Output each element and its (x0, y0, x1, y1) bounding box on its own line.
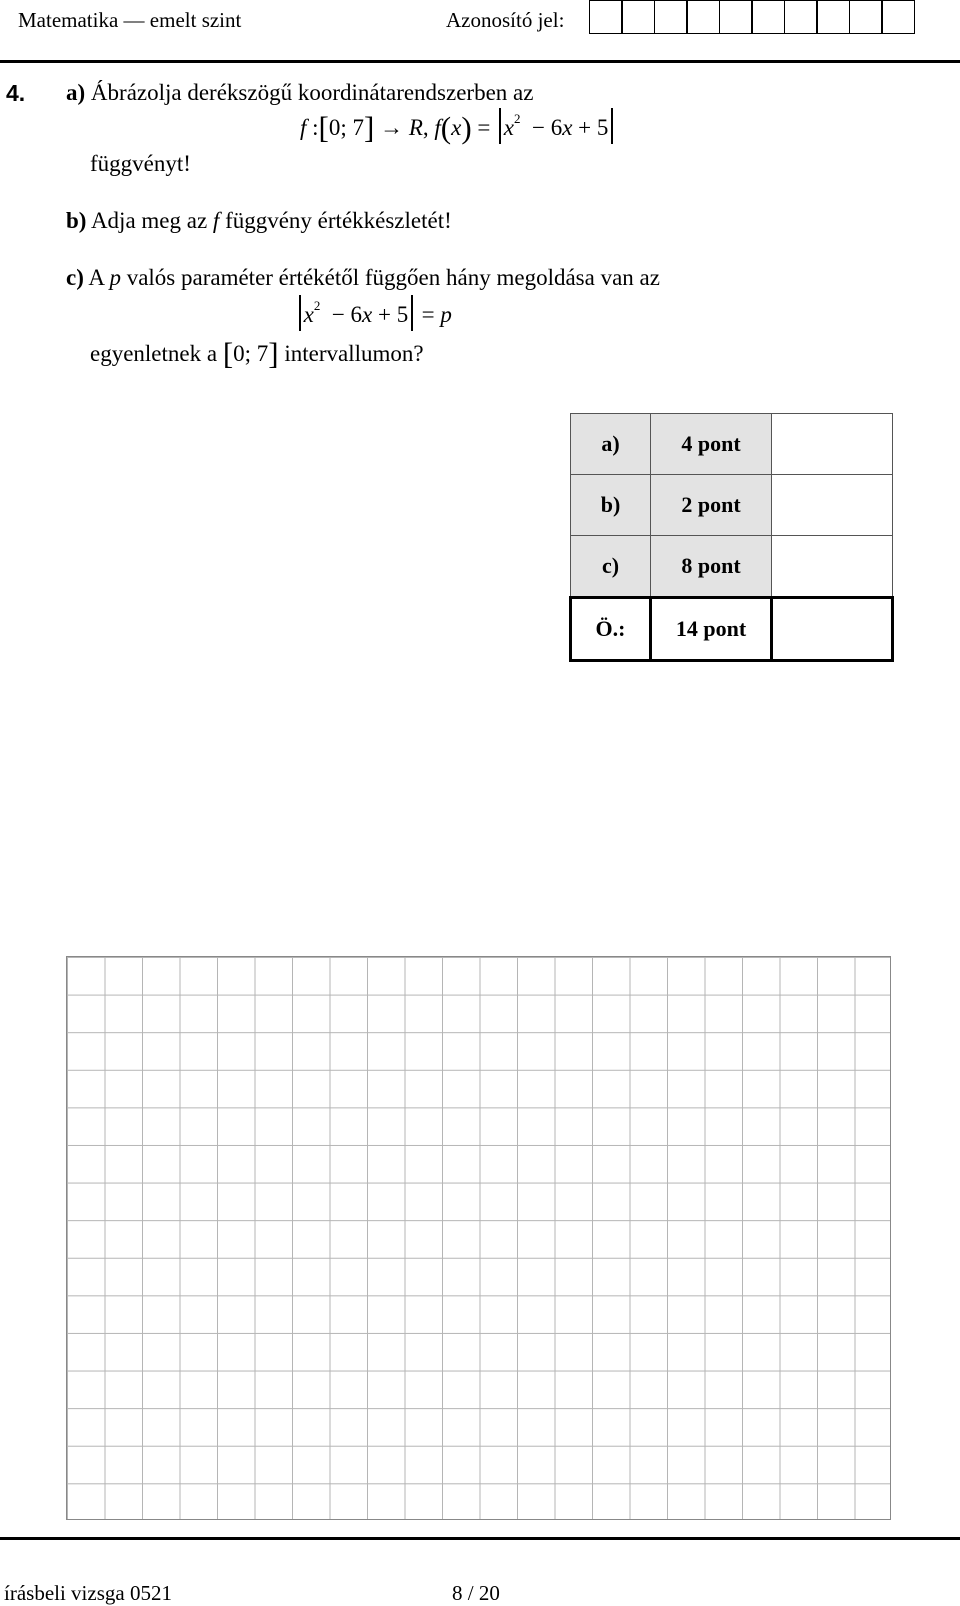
id-box[interactable] (849, 0, 883, 34)
part-c-label: c) (66, 265, 84, 290)
abs-bar-right (411, 295, 413, 331)
score-part: b) (571, 475, 651, 536)
id-boxes (590, 0, 915, 34)
id-box[interactable] (881, 0, 915, 34)
score-total-points: 14 pont (651, 598, 772, 661)
score-table (569, 413, 894, 662)
score-row (571, 414, 893, 475)
part-a-label: a) (66, 80, 86, 105)
score-blank (772, 414, 893, 475)
score-part: a) (571, 414, 651, 475)
score-points: 4 pont (651, 414, 772, 475)
score-total-label: Ö.: (571, 598, 651, 661)
header-id-label: Azonosító jel: (446, 8, 565, 32)
part-b: b) Adja meg az f függvény értékkészletét! (66, 208, 452, 233)
part-c-intro: c) A p valós paraméter értékétől függően hány megoldása van az (66, 265, 660, 290)
score-part: c) (571, 536, 651, 598)
id-box[interactable] (751, 0, 785, 34)
id-box[interactable] (654, 0, 688, 34)
score-points: 8 pont (651, 536, 772, 598)
id-box[interactable] (686, 0, 720, 34)
part-a-formula: f :[0; 7] → R, $f(x) = x^2 - 6x + 5$ (300, 108, 616, 144)
id-box[interactable] (719, 0, 753, 34)
footer-divider (0, 1537, 960, 1540)
part-c-formula: $x^2 - 6x + 5 = p$ (296, 295, 452, 331)
score-total-blank (772, 598, 893, 661)
header-subject: Matematika — emelt szint (18, 8, 242, 32)
id-box[interactable] (784, 0, 818, 34)
score-total-row (571, 598, 893, 661)
header-divider (0, 60, 960, 63)
score-row (571, 536, 893, 598)
id-box[interactable] (589, 0, 623, 34)
footer-exam-label: írásbeli vizsga 0521 (4, 1581, 172, 1605)
part-b-label: b) (66, 208, 87, 233)
graph-paper-grid (66, 956, 891, 1520)
abs-bar-right (611, 108, 613, 144)
part-a-tail: függvényt! (90, 151, 191, 176)
abs-bar-left (299, 295, 301, 331)
problem-number: 4. (6, 80, 26, 106)
id-box[interactable] (816, 0, 850, 34)
score-blank (772, 536, 893, 598)
part-a-text: Ábrázolja derékszögű koordinátarendszerben az (90, 80, 534, 105)
part-a-intro (66, 80, 533, 106)
id-box[interactable] (621, 0, 655, 34)
score-row (571, 475, 893, 536)
abs-bar-left (499, 108, 501, 144)
score-points: 2 pont (651, 475, 772, 536)
part-c-tail: egyenletnek a [0; 7] intervallumon? (90, 336, 424, 371)
score-blank (772, 475, 893, 536)
footer-page-number: 8 / 20 (452, 1581, 500, 1605)
